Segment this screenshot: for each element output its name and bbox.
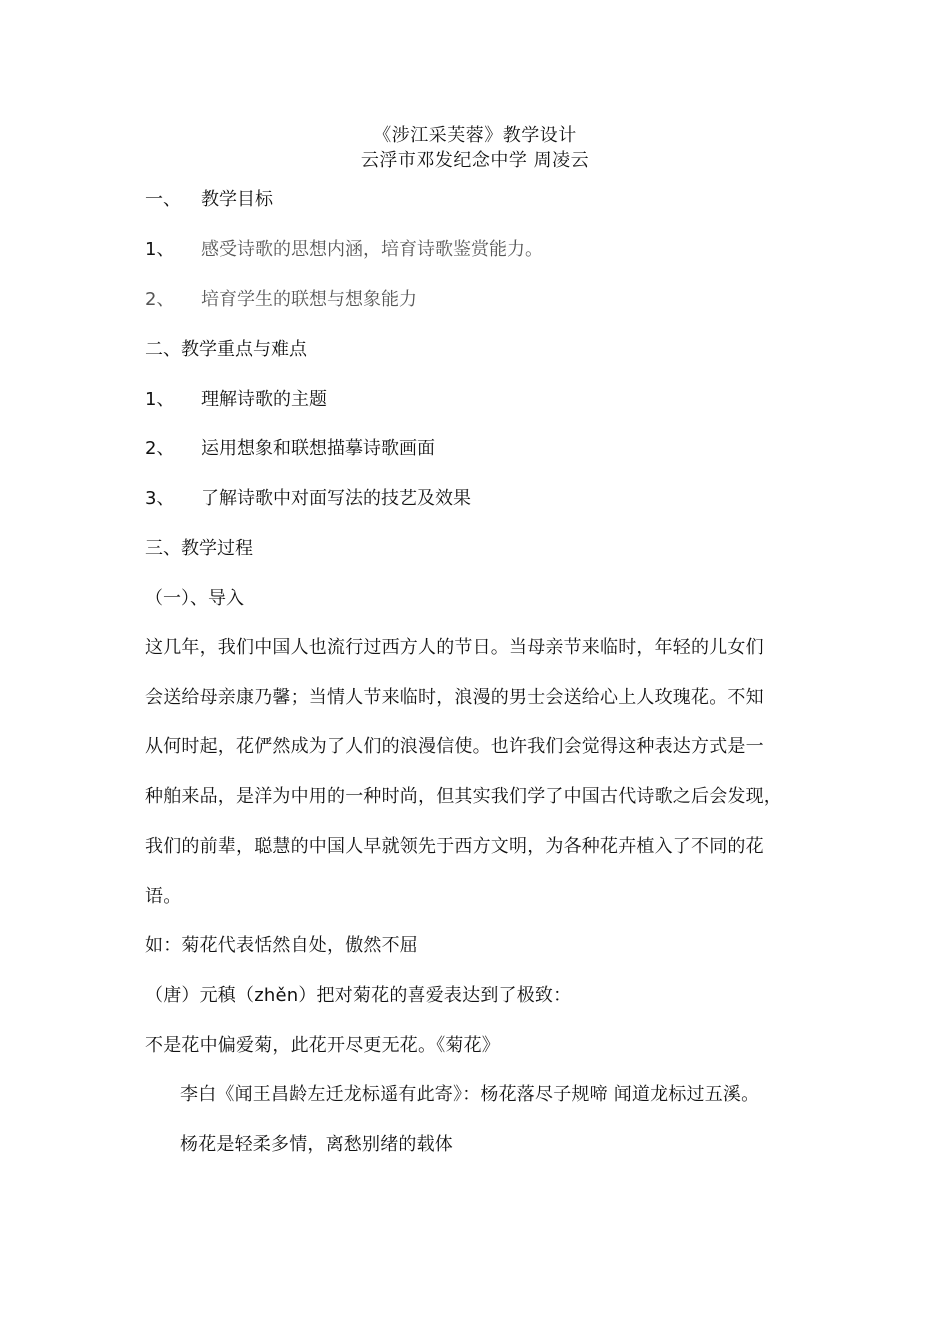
- body-line: 从何时起，花俨然成为了人们的浪漫信使。也许我们会觉得这种表达方式是一: [145, 736, 764, 757]
- list-item: [145, 287, 417, 313]
- list-item-text: 培育学生的联想与想象能力: [201, 289, 417, 310]
- body-line: 语。: [145, 886, 182, 907]
- list-item-number: 1、: [145, 389, 175, 410]
- list-item-text: 运用想象和联想描摹诗歌画面: [201, 438, 435, 459]
- list-item-text: 感受诗歌的思想内涵，培育诗歌鉴赏能力。: [201, 239, 543, 260]
- list-item-text: 了解诗歌中对面写法的技艺及效果: [201, 488, 471, 509]
- body-line: 种舶来品，是洋为中用的一种时尚，但其实我们学了中国古代诗歌之后会发现，: [145, 786, 782, 807]
- list-item-text: 理解诗歌的主题: [201, 389, 327, 410]
- indented-line: 杨花是轻柔多情，离愁别绪的载体: [180, 1134, 453, 1155]
- body-line: 会送给母亲康乃馨；当情人节来临时，浪漫的男士会送给心上人玫瑰花。不知: [145, 687, 764, 708]
- list-item: [145, 387, 327, 413]
- section-heading-2: 二、教学重点与难点: [145, 339, 307, 360]
- section-number: 一、: [145, 189, 181, 210]
- list-item: [145, 237, 543, 263]
- indented-line: 李白《闻王昌龄左迁龙标遥有此寄》：杨花落尽子规啼 闻道龙标过五溪。: [180, 1084, 760, 1105]
- list-item: [145, 486, 471, 512]
- subsection-heading: （一）、导入: [145, 588, 244, 609]
- body-line: 我们的前辈，聪慧的中国人早就领先于西方文明，为各种花卉植入了不同的花: [145, 836, 764, 857]
- list-item-number: 2、: [145, 289, 175, 310]
- body-line: 如：菊花代表恬然自处，傲然不屈: [145, 935, 418, 956]
- document-author: 云浮市邓发纪念中学 周凌云: [360, 150, 590, 171]
- list-item-number: 3、: [145, 488, 175, 509]
- section-heading-1: [145, 187, 273, 213]
- body-line: （唐）元稹（zhěn）把对菊花的喜爱表达到了极致：: [145, 985, 572, 1006]
- list-item: [145, 436, 435, 462]
- list-item-number: 1、: [145, 239, 175, 260]
- body-line: 不是花中偏爱菊，此花开尽更无花。《菊花》: [145, 1035, 500, 1056]
- section-heading-3: 三、教学过程: [145, 538, 253, 559]
- body-line: 这几年，我们中国人也流行过西方人的节日。当母亲节来临时，年轻的儿女们: [145, 637, 764, 658]
- section-title: 教学目标: [201, 189, 273, 210]
- document-title: 《涉江采芙蓉》教学设计: [373, 125, 577, 146]
- list-item-number: 2、: [145, 438, 175, 459]
